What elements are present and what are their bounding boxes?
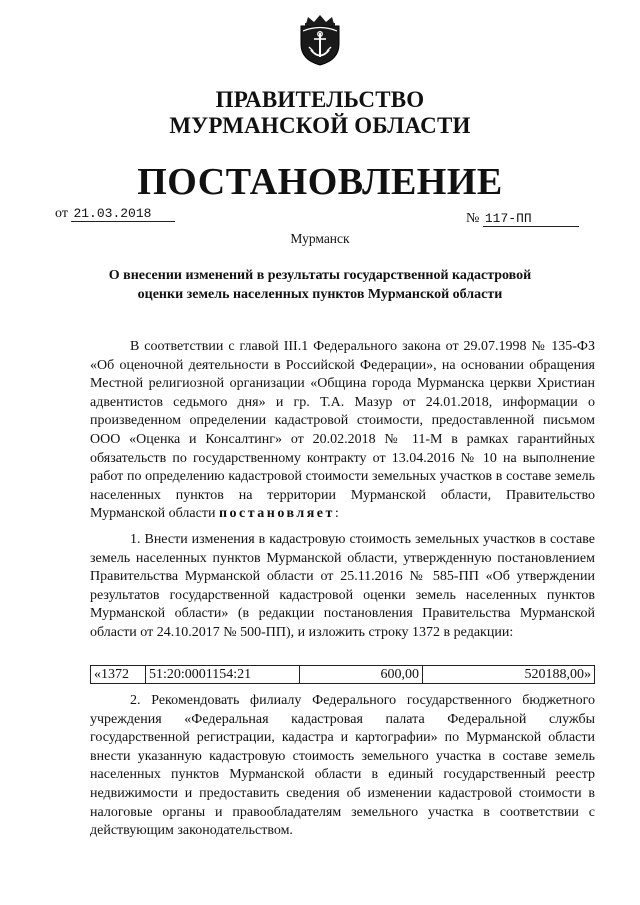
table-row: [91, 666, 595, 684]
row-number-cell: «1372: [91, 666, 146, 684]
document-subject: [0, 266, 640, 304]
date-line: [55, 206, 175, 222]
clause-2-paragraph: 2. Рекомендовать филиалу Федерального государственного бюджетного учреждения «Федеральная кадастровая палата Федеральной службы государственной регистрации, кадастра и картографии» по Мурманской области внести указанную кадастровую стоимость земельного участка в составе земель населенных пунктов Мурманской области в единый государственный реестр недвижимости и предоставить сведения об изменении кадастровой стоимости в налоговые органы и правообладателям земельного участка в соответствии с действующим законодательством.: [90, 693, 595, 839]
preamble-paragraph: [90, 338, 595, 524]
org-name-line1: ПРАВИТЕЛЬСТВО: [215, 87, 425, 112]
preamble-text: В соответствии с главой III.1 Федерального закона от 29.07.1998 № 135-ФЗ «Об оценочной деятельности в Российской Федерации», на основании обращения Местной религиозной организации «Община города Мурманска церкви Христиан адвентистов седьмого дня» и гр. Т.А. Мазур от 24.01.2018, информации о произведенном определении кадастровой стоимости, предоставленной письмом ООО «Оценка и Консалтинг» от 20.02.2018 № 11-М в рамках гарантийных обязательств по государственному контракту от 13.04.2016 № 10 на выполнение работ по определению кадастровой стоимости земельных участков в составе земель населенных пунктов на территории Мурманской области, Правительство Мурманской области: [90, 339, 595, 522]
document-type-title: ПОСТАНОВЛЕНИЕ: [137, 161, 503, 203]
document-date: 21.03.2018: [71, 207, 175, 222]
subject-line2: оценки земель населенных пунктов Мурманской области: [137, 287, 503, 302]
date-prefix: от: [55, 206, 68, 221]
preamble-end: :: [334, 506, 339, 522]
org-name-line2: МУРМАНСКОЙ ОБЛАСТИ: [169, 113, 471, 138]
resolution-keyword: постановляет: [218, 506, 335, 522]
city-name: Мурманск: [290, 231, 350, 246]
number-line: [466, 211, 579, 227]
cadastral-number-cell: 51:20:0001154:21: [146, 666, 300, 684]
document-number: 117-ПП: [483, 212, 579, 227]
clause-1-paragraph: 1. Внести изменения в кадастровую стоимость земельных участков в составе земель населенных пунктов Мурманской области, утвержденную постановлением Правительства Мурманской области от 25.11.2016 № 585-ПП «Об утверждении результатов государственной кадастровой оценки земель населенных пунктов Мурманской области» (в редакции постановления Правительства Мурманской области от 24.10.2017 № 500-ПП), и изложить строку 1372 в редакции:: [90, 532, 595, 640]
coat-of-arms-icon: [296, 14, 344, 66]
total-value-cell: 520188,00»: [423, 666, 595, 684]
cadastral-value-table: [90, 665, 595, 684]
subject-line1: О внесении изменений в результаты государственной кадастровой: [108, 268, 532, 283]
number-prefix: №: [466, 211, 480, 226]
unit-value-cell: 600,00: [300, 666, 423, 684]
